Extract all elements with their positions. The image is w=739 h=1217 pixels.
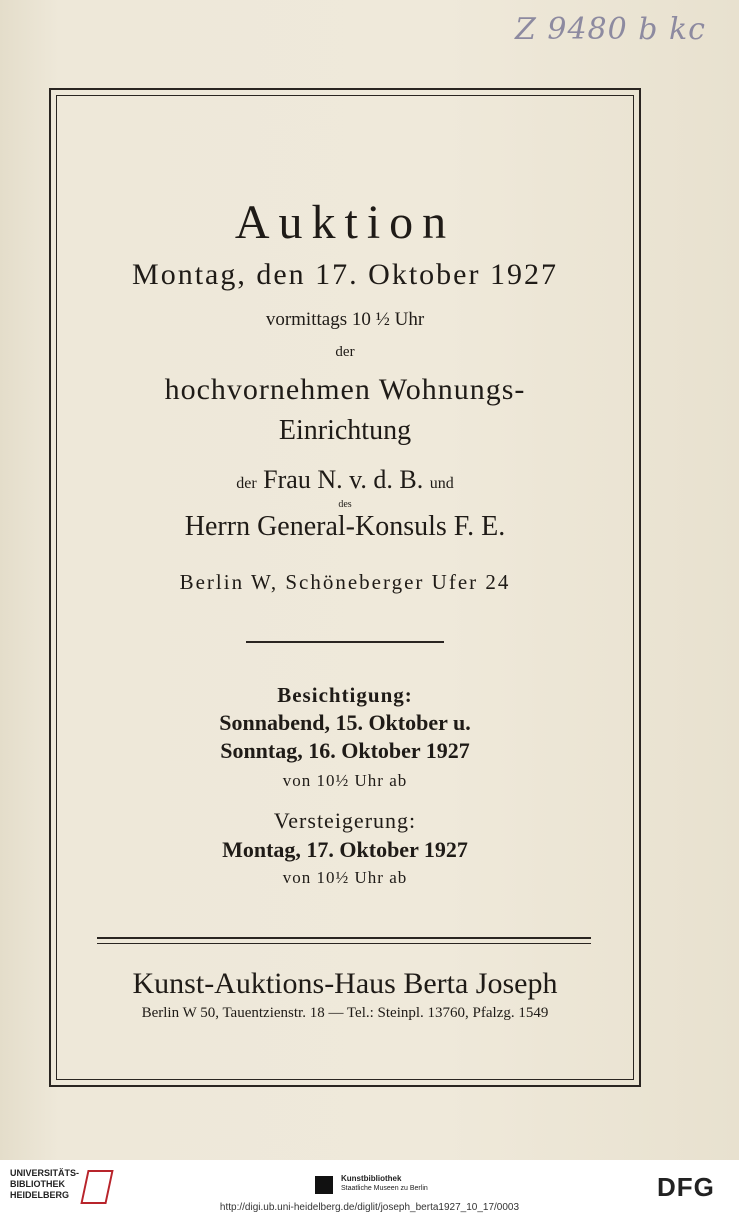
auction-house-contact: Berlin W 50, Tauentzienstr. 18 — Tel.: Steinpl. 13760, Pfalzg. 1549	[141, 1005, 549, 1021]
university-library-name: UNIVERSITÄTS- BIBLIOTHEK HEIDELBERG	[10, 1168, 80, 1200]
article-der: der	[335, 344, 355, 360]
divider-double-bottom	[97, 943, 591, 944]
university-logo-icon	[80, 1170, 113, 1204]
viewing-line-1: Sonnabend, 15. Oktober u.	[219, 710, 471, 735]
handwritten-shelfmark: Z 9480 b kc	[515, 12, 706, 47]
auction-address: Berlin W, Schöneberger Ufer 24	[179, 570, 511, 594]
divider-short	[246, 641, 444, 643]
auction-time: vormittags 10 ½ Uhr	[265, 309, 425, 330]
auction-date: Montag, den 17. Oktober 1927	[132, 258, 558, 291]
viewing-line-2: Sonntag, 16. Oktober 1927	[220, 738, 470, 763]
permalink-url[interactable]: http://digi.ub.uni-heidelberg.de/diglit/joseph_berta1927_10_17/0003	[219, 1202, 520, 1213]
viewer-footer	[0, 1160, 739, 1217]
dfg-logo[interactable]: DFG	[657, 1172, 715, 1202]
description-line-2: Einrichtung	[278, 415, 412, 446]
kunstbibliothek-logo[interactable]	[315, 1172, 475, 1202]
owner-1	[56, 465, 634, 495]
owner-1-prefix: der	[236, 475, 257, 492]
auction-title: Auktion	[234, 196, 456, 249]
article-des: des	[338, 499, 352, 510]
owner-1-suffix: und	[429, 475, 454, 492]
divider-double-top	[97, 937, 591, 939]
owner-1-name: Frau N. v. d. B.	[263, 465, 424, 494]
viewing-time: von 10½ Uhr ab	[282, 771, 408, 790]
auction-heading: Versteigerung:	[273, 808, 417, 833]
auction-start-time: von 10½ Uhr ab	[282, 868, 408, 887]
auction-day: Montag, 17. Oktober 1927	[222, 837, 468, 862]
viewing-heading: Besichtigung:	[277, 683, 413, 707]
kunstbibliothek-subtitle: Staatliche Museen zu Berlin	[341, 1185, 428, 1192]
auction-house-name: Kunst-Auktions-Haus Berta Joseph	[132, 967, 558, 1000]
owner-2: Herrn General-Konsuls F. E.	[184, 511, 506, 542]
description-line-1: hochvornehmen Wohnungs-	[164, 373, 526, 406]
kunstbibliothek-name: Kunstbibliothek	[341, 1174, 402, 1183]
kunstbibliothek-icon	[315, 1176, 333, 1194]
